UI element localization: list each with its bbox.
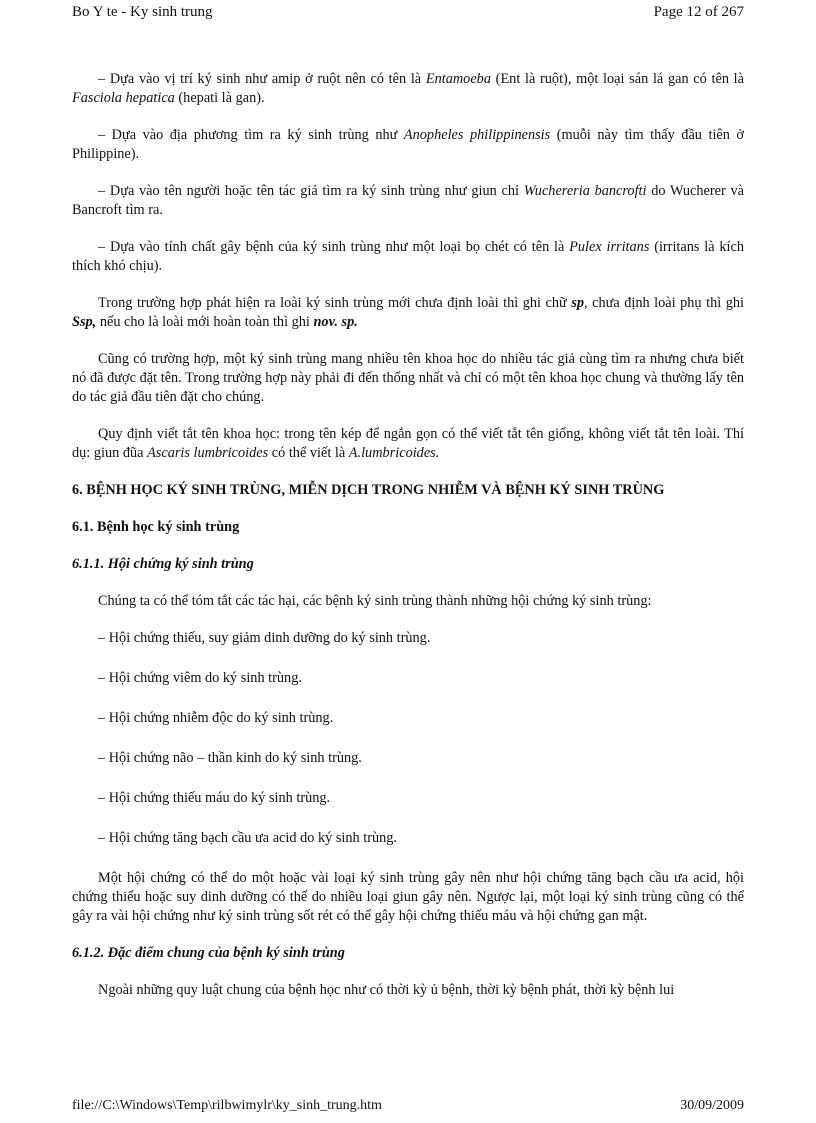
paragraph: Trong trường hợp phát hiện ra loài ký sinh trùng mới chưa định loài thì ghi chữ sp, chưa định loài phụ thì ghi Ssp, nếu cho là loài mới hoàn toàn thì ghi nov. sp. [72,295,744,330]
subsection-heading: 6.1. Bệnh học ký sinh trùng [72,519,240,535]
paragraph: – Dựa vào vị trí ký sinh như amip ở ruột nên có tên là Entamoeba (Ent là ruột), một loại sán lá gan có tên là Fasciola hepatica (hepati là gan). [72,71,744,106]
paragraph: Cũng có trường hợp, một ký sinh trùng mang nhiều tên khoa học do nhiều tác giả cùng tìm ra nhưng chưa biết nó đã được đặt tên. Trong trường hợp này phải đi đến thống nhất và chỉ có một tên khoa học chung và thường lấy tên do tác giả đầu tiên đặt cho chúng. [72,351,744,405]
paragraph: Một hội chứng có thể do một hoặc vài loại ký sinh trùng gây nên như hội chứng tăng bạch cầu ưa acid, hội chứng thiếu hoặc suy dinh dưỡng có thể do nhiều loại giun gây nên. Ngược lại, một loại ký sinh trùng cũng có thể gây ra vài hội chứng như ký sinh trùng sốt rét có thể gây hội chứng thiếu máu và hội chứng gan mật. [72,870,744,924]
paragraph: Chúng ta có thể tóm tắt các tác hại, các bệnh ký sinh trùng thành những hội chứng ký sinh trùng: [98,593,652,609]
subsubsection-heading: 6.1.1. Hội chứng ký sinh trùng [72,556,254,572]
list-item: – Hội chứng thiếu, suy giảm dinh dưỡng do ký sinh trùng. [98,630,431,646]
paragraph: – Dựa vào tính chất gây bệnh của ký sinh trùng như một loại bọ chét có tên là Pulex irritans (irritans là kích thích khó chịu). [72,239,744,274]
header-title: Bo Y te - Ky sinh trung [72,4,213,20]
list-item: – Hội chứng não – thần kinh do ký sinh trùng. [98,750,362,766]
file-path: file://C:\Windows\Temp\rilbwimylr\ky_sinh_trung.htm [72,1098,382,1113]
list-item: – Hội chứng tăng bạch cầu ưa acid do ký sinh trùng. [98,830,397,846]
list-item: – Hội chứng nhiễm độc do ký sinh trùng. [98,710,334,726]
paragraph: Ngoài những quy luật chung của bệnh học như có thời kỳ ủ bệnh, thời kỳ bệnh phát, thời kỳ bệnh lui [98,982,675,998]
paragraph: – Dựa vào địa phương tìm ra ký sinh trùng như Anopheles philippinensis (muỗi này tìm thấy đầu tiên ở Philippine). [72,127,744,162]
page-number: Page 12 of 267 [653,4,744,20]
paragraph: Quy định viết tắt tên khoa học: trong tên kép để ngắn gọn có thể viết tắt tên giống, không viết tắt tên loài. Thí dụ: giun đũa Ascaris lumbricoides có thể viết là A.lumbricoides. [72,426,744,461]
document-body [72,70,744,1018]
subsubsection-heading: 6.1.2. Đặc điểm chung của bệnh ký sinh trùng [72,945,345,961]
list-item: – Hội chứng thiếu máu do ký sinh trùng. [98,790,331,806]
paragraph: – Dựa vào tên người hoặc tên tác giả tìm ra ký sinh trùng như giun chỉ Wuchereria bancrofti do Wucherer và Bancroft tìm ra. [72,183,744,218]
section-heading: 6. BỆNH HỌC KÝ SINH TRÙNG, MIỄN DỊCH TRONG NHIỄM VÀ BỆNH KÝ SINH TRÙNG [72,482,665,498]
print-date: 30/09/2009 [680,1098,744,1113]
list-item: – Hội chứng viêm do ký sinh trùng. [98,670,302,686]
